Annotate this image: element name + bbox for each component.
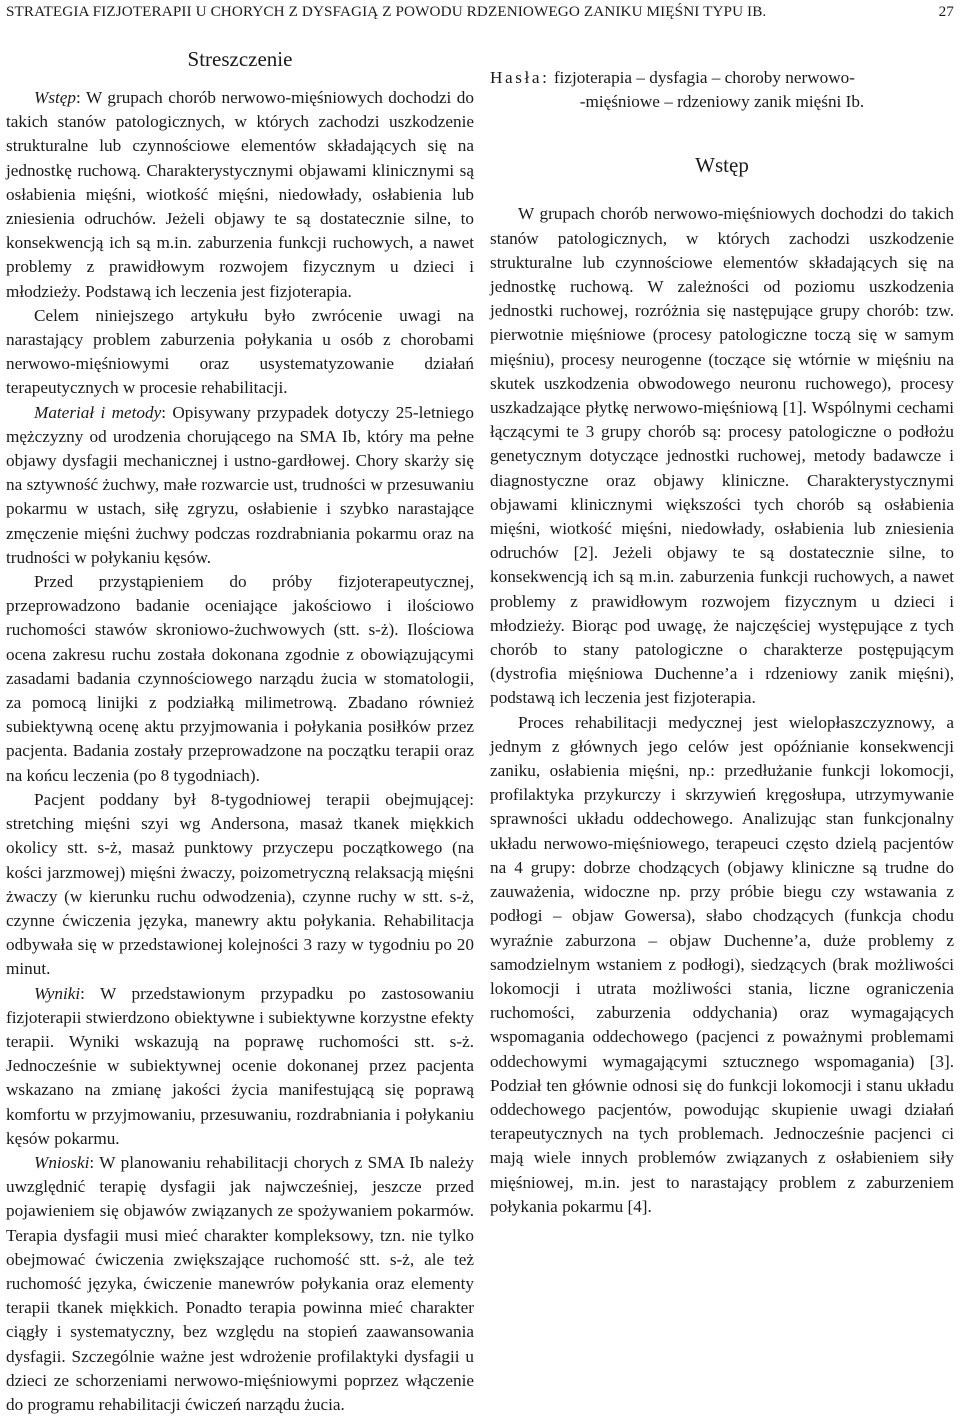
page-number: 27 <box>938 3 954 20</box>
introduction-heading: Wstęp <box>695 153 749 178</box>
keywords-line-1 <box>490 66 954 90</box>
running-header <box>6 3 954 21</box>
abstract-methods-label: Materiał i metody <box>34 402 162 422</box>
abstract-aim-paragraph: Celem niniejszego artykułu było zwrócenie uwagi na narastający problem zaburzenia połykania u osób z chorobami nerwowo-mięśniowymi oraz usystematyzowanie działań terapeutycznych w procesie rehabilitacji. <box>6 305 474 398</box>
abstract-intro-label: Wstęp <box>34 88 77 107</box>
abstract-results-label: Wyniki <box>34 983 81 1003</box>
abstract-heading: Streszczenie <box>187 47 293 71</box>
abstract-therapy-paragraph: Pacjent poddany był 8-tygodniowej terapii obejmującej: stretching mięśni szyi wg Andersona, masaż tkanek miękkich okolicy stt. s-ż, masaż punktowy przyczepu początkowego (na kości jarzmowej) mięśni żwaczy, poizometryczną relaksacją mięśni żwaczy (w kierunku ruchu odwodzenia), czynne ruchy w stt. s-ż, czynne ćwiczenia języka, manewry aktu połykania. Rehabilitacja odbywała się w przedstawionej kolejności 3 razy w tygodniu po 20 minut. <box>6 789 474 979</box>
keywords-block <box>490 66 954 114</box>
abstract-pretest-paragraph: Przed przystąpieniem do próby fizjoterapeutycznej, przeprowadzono badanie oceniające jakościowo i ilościowo ruchomości stawów skroniowo-żuchwowych (stt. s-ż). Ilościowa ocena zakresu ruchu została dokonana zgodnie z obowiązującymi zasadami badania czynnościowego narządu żucia w stomatologii, za pomocą linijki z podziałką milimetrową. Zbadano również subiektywną ocenę aktu przyjmowania i połykania posiłków przez pacjenta. Badania zostały przeprowadzone na początku terapii oraz na końcu leczenia (po 8 tygodniach). <box>6 572 474 785</box>
abstract-methods-text: : Opisywany przypadek dotyczy 25-letniego mężczyzny od urodzenia chorującego na SMA Ib, który ma pełne objawy dysfagii mechanicznej i ustno-gardłowej. Chory skarży się na sztywność żuchwy, małe rozwarcie ust, trudności w przesuwaniu pokarmu w ustach, siłę zgryzu, osłabienie i szybko narastające zmęczenie mięśni żuchwy podczas rozdrabniania pokarmu oraz na trudności w połykaniu kęsów. <box>6 402 474 567</box>
keywords-line-2: -mięśniowe – rdzeniowy zanik mięśni Ib. <box>579 92 865 112</box>
abstract-intro-paragraph <box>6 86 474 304</box>
keywords-label: Hasła: <box>490 68 550 87</box>
abstract-conclusions-label: Wnioski <box>34 1152 90 1172</box>
introduction-paragraph-2: Proces rehabilitacji medycznej jest wielopłaszczyznowy, a jednym z głównych jego celów jest opóźnianie konsekwencji zaniku, osłabienia mięśni, np.: przedłużanie funkcji lokomocji, profilaktyka przykurczy i skrzywień kręgosłupa, utrzymywanie sprawności układu oddechowego. Analizując stan funkcjonalny układu nerwowo-mięśniowego, terapeuci często dzielą pacjentów na 4 grupy: dobrze chodzących (objawy kliniczne są trudne do zauważenia, widoczne np. przy próbie biegu czy wstawania z podłogi – objaw Gowersa), słabo chodzących (funkcja chodu wyraźnie zaburzona – objaw Duchenne’a, duże problemy z samodzielnym wstaniem z podłogi), siedzących (brak możliwości lokomocji i utrata możliwości stania, liczne ograniczenia ruchomości, zaburzenia oddychania) oraz wymagających wspomagania oddechowego (pacjenci z poważnymi problemami oddechowymi wymagającymi sztucznego wspomagania) [3]. Podział ten głównie odnosi się do funkcji lokomocji i stanu układu oddechowego pacjentów, powodując skupienie uwagi działań terapeutycznych na tych problemach. Jednocześnie pacjenci ci mają wiele innych problemów związanych z osłabieniem siły mięśniowej, m.in. jest to narastający problem z zaburzeniem połykania pokarmu [4]. <box>490 712 954 1216</box>
abstract-results-text: : W przedstawionym przypadku po zastosowaniu fizjoterapii stwierdzono obiektywne i subiektywne korzystne efekty terapii. Wyniki wskazują na poprawę ruchomości stt. s-ż. Jednocześnie w subiektywnej ocenie dokonanej przez pacjenta wskazano na zmianę jakości życia manifestującą się poprawą komfortu w przyjmowaniu, przesuwaniu, rozdrabniania i połykaniu kęsów pokarmu. <box>6 983 474 1148</box>
abstract-methods-paragraph <box>6 401 474 570</box>
abstract-conclusions-paragraph <box>6 1151 474 1417</box>
introduction-paragraph-1: W grupach chorób nerwowo-mięśniowych dochodzi do takich stanów patologicznych, w których zachodzi uszkodzenie strukturalne lub czynnościowe elementów składających się na jednostkę ruchową. W zależności od poziomu uszkodzenia jednostki ruchowej, rozróżnia się następujące grupy chorób: tzw. pierwotnie mięśniowe (procesy patologiczne toczą się w samym mięśniu), procesy neurogenne (toczące się wtórnie w mięśniu na skutek uszkodzenia obwodowego neuronu ruchowego), procesy uszkadzające płytkę nerwowo-mięśniową [1]. Wspólnymi cechami łączącymi te 3 grupy chorób są: procesy patologiczne o podłożu genetycznym dotyczące jednostki ruchowej, metody badawcze i diagnostyczne oraz objawy kliniczne. Charakterystycznymi objawami klinicznymi większości tych chorób są osłabienia mięśni, wiotkość mięśni, niedowłady, osłabienia lub zniesienia odruchów [2]. Jeżeli objawy te są dostatecznie silne, to konsekwencją ich są m.in. zaburzenia funkcji ruchowych, a nawet problemy z prawidłowym rozwojem fizycznym u dzieci i młodzieży. Biorąc pod uwagę, że najczęściej występujące z tych chorób to stany patologiczne o charakterze postępującym (dystrofia mięśniowa Duchenne’a i rdzeniowy zanik mięśni), podstawą ich leczenia jest fizjoterapia. <box>490 204 954 708</box>
left-column <box>6 46 474 1417</box>
abstract-results-paragraph <box>6 982 474 1151</box>
keywords-text-1: fizjoterapia – dysfagia – choroby nerwowo- <box>553 68 855 87</box>
abstract-intro-text: : W grupach chorób nerwowo-mięśniowych dochodzi do takich stanów patologicznych, w których zachodzi uszkodzenie strukturalne lub czynnościowe elementów składających się na jednostkę ruchową. Charakterystycznymi objawami klinicznymi są osłabienia mięśni, wiotkość mięśni, niedowłady, osłabienia lub zniesienia odruchów. Jeżeli objawy te są dostatecznie silne, to konsekwencją ich są m.in. zaburzenia funkcji ruchowych, a nawet problemy z prawidłowym rozwojem fizycznym u dzieci i młodzieży. Podstawą ich leczenia jest fizjoterapia. <box>6 88 474 301</box>
abstract-conclusions-text: : W planowaniu rehabilitacji chorych z SMA Ib należy uwzględnić terapię dysfagii jak najwcześniej, jeszcze przed pojawieniem się objawów związanych ze spożywaniem pokarmów. Terapia dysfagii musi mieć charakter kompleksowy, tzn. nie tylko obejmować ćwiczenia zwiększające ruchomość stt. s-ż, ale też ruchomość języka, ćwiczenie manewrów połykania oraz elementy terapii tkanek miękkich. Ponadto terapia powinna mieć charakter ciągły i systematyczny, bez względu na stopień zaawansowania dysfagii. Szczególnie ważne jest wdrożenie profilaktyki dysfagii u dzieci ze schorzeniami nerwowo-mięśniowymi poprzez włączenie do programu rehabilitacji ćwiczeń narządu żucia. <box>6 1152 474 1414</box>
running-title: STRATEGIA FIZJOTERAPII U CHORYCH Z DYSFAGIĄ Z POWODU RDZENIOWEGO ZANIKU MIĘŚNI TYPU IB. <box>6 3 767 20</box>
right-column <box>490 47 954 1219</box>
